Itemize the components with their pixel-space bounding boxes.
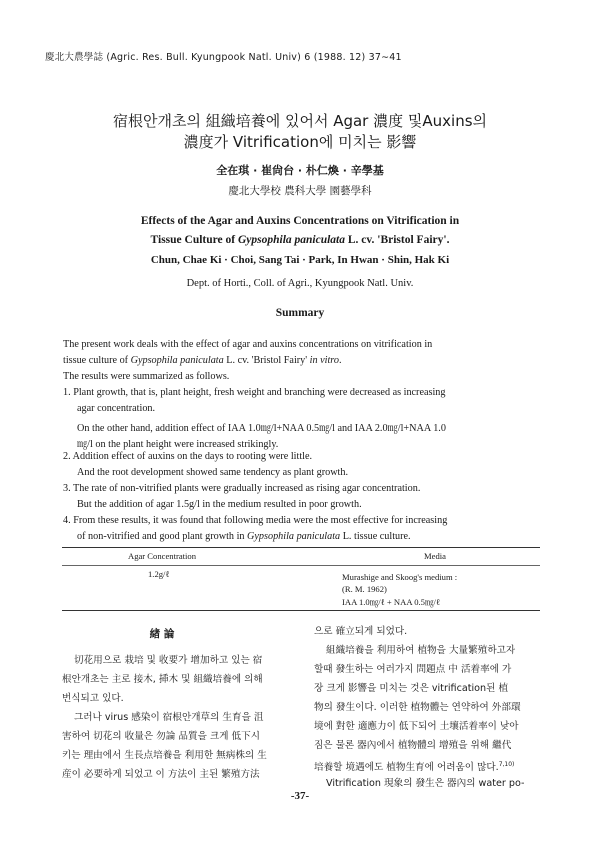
english-title-line-2: Tissue Culture of Gypsophila paniculata L. cv. 'Bristol Fairy'. [150,234,450,246]
reference-superscript: 7,10) [498,761,515,768]
summary-line: tissue culture of Gypsophila paniculata L. cv. 'Bristol Fairy' in vitro. [63,355,342,366]
summary-line: And the root development showed same tendency as plant growth. [77,467,349,478]
summary-line: ㎎/l on the plant height were increased strikingly. [77,439,279,450]
body-line: 할때 發生하는 여러가지 問題点 中 活着率에 가 [314,664,512,675]
body-line: 번식되고 있다. [62,693,124,704]
summary-line: 2. Addition effect of auxins on the days to rooting were little. [63,451,313,462]
body-line: 境에 對한 適應力이 低下되어 土壤活着率이 낮아 [314,721,519,732]
body-line: 짐은 물론 器內에서 植物體의 增殖을 위해 繼代 [314,740,512,751]
table-cell-agar: 1.2g/ℓ [148,569,170,579]
summary-line: 4. From these results, it was found that following media were the most effective for increasing [63,515,448,526]
summary-line: of non-vitrified and good plant growth in Gypsophila paniculata L. tissue culture. [77,531,411,542]
summary-line: The present work deals with the effect of agar and auxins concentrations on vitrification in [63,339,433,350]
english-title-line-1: Effects of the Agar and Auxins Concentrations on Vitrification in [140,215,460,227]
body-line: 切花用으로 栽培 및 收要가 增加하고 있는 宿 [74,655,263,666]
summary-heading: Summary [275,307,325,319]
table-cell-media: Murashige and Skoog's medium : [342,572,458,582]
summary-line: But the addition of agar 1.5g/l in the medium resulted in poor growth. [77,499,362,510]
table-cell-media: (R. M. 1962) [342,584,387,594]
body-line: 害하여 切花의 收量은 勿論 品質을 크게 低下시 [62,731,260,742]
summary-line: On the other hand, addition effect of IAA 1.0㎎/l+NAA 0.5㎎/l and IAA 2.0㎎/l+NAA 1.0 [77,423,446,434]
english-authors: Chun, Chae Ki · Choi, Sang Tai · Park, In Hwan · Shin, Hak Ki [150,254,450,266]
korean-authors: 全在琪 · 崔尙台 · 朴仁煥 · 辛學基 [216,164,384,177]
table-header-agar: Agar Concentration [127,551,196,561]
table-header-media: Media [424,551,446,561]
body-line: 組織培養을 利用하여 植物을 大量繁殖하고자 [326,645,516,656]
summary-line: The results were summarized as follows. [63,371,230,382]
korean-title-line-2: 濃度가 Vitrification에 미치는 影響 [183,133,417,151]
table-top-rule [62,547,540,548]
table-bottom-rule [62,610,540,611]
table-header-rule [62,565,540,566]
body-line: 키는 理由에서 生長点培養을 利用한 無病株의 生 [62,750,267,761]
intro-heading: 緖 論 [149,628,175,640]
journal-citation: 慶北大農學誌 (Agric. Res. Bull. Kyungpook Natl. Univ) 6 (1988. 12) 37∼41 [45,52,402,63]
korean-affiliation: 慶北大學校 農科大學 園藝學科 [228,185,372,197]
body-line: 培養할 境遇에도 植物生育에 어려움이 많다.$^{7,10)}$ [314,761,515,774]
body-line: 根안개초는 主로 接木, 揷木 및 組織培養에 의해 [62,674,263,685]
body-line: 장 크게 影響을 미치는 것은 vitrification된 植 [314,683,509,694]
summary-line: 3. The rate of non-vitrified plants were gradually increased as rising agar concentration. [63,483,421,494]
body-line: 産이 必要하게 되었고 이 方法이 主된 繁殖方法 [62,769,260,780]
body-line: 으로 確立되게 되었다. [314,626,408,637]
body-line: 그러나 virus 感染이 宿根안개草의 生育을 沮 [74,712,264,723]
korean-title-line-1: 宿根안개초의 組織培養에 있어서 Agar 濃度 및Auxins의 [112,112,488,130]
summary-line: agar concentration. [77,403,156,414]
summary-line: 1. Plant growth, that is, plant height, fresh weight and branching were decreased as increasing [63,387,446,398]
table-cell-media: IAA 1.0㎎/ℓ + NAA 0.5㎎/ℓ [342,597,441,607]
body-line: Vitrification 現象의 發生은 器內의 water po- [326,778,525,789]
body-line: 物의 發生이다. 이러한 植物體는 연약하여 外部環 [314,702,521,713]
english-affiliation: Dept. of Horti., Coll. of Agri., Kyungpook Natl. Univ. [186,278,414,289]
page-number: -37- [290,790,310,802]
